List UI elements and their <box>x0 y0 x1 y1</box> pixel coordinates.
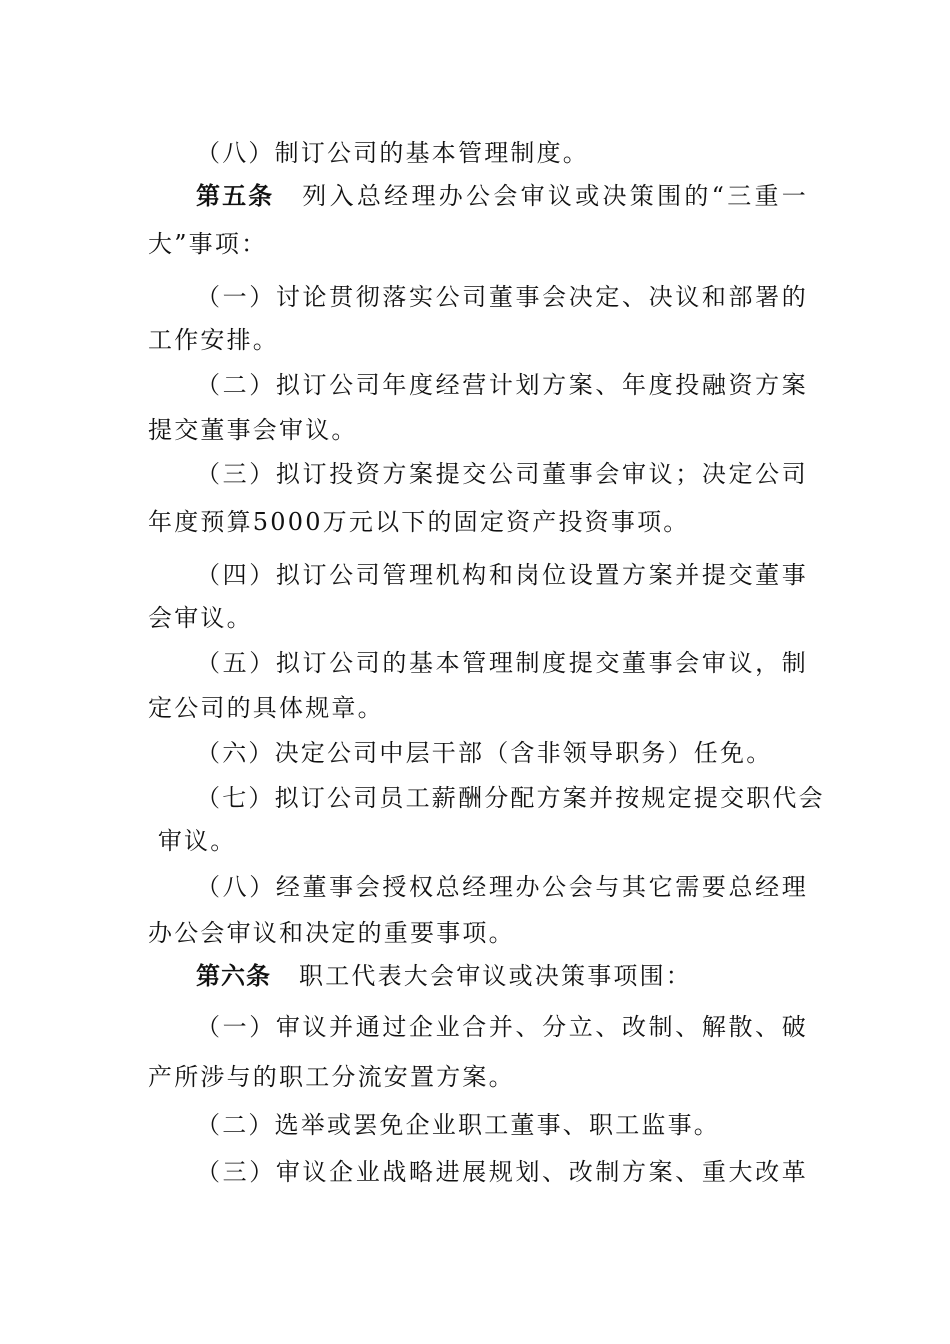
paragraph-line: （三）审议企业战略进展规划、改制方案、重大改革 <box>196 1158 808 1186</box>
paragraph-line: （四）拟订公司管理机构和岗位设置方案并提交董事 <box>196 561 808 589</box>
paragraph-line: （一）讨论贯彻落实公司董事会决定、决议和部署的 <box>196 283 808 311</box>
paragraph-line: （八）经董事会授权总经理办公会与其它需要总经理 <box>196 873 808 901</box>
paragraph-line: （五）拟订公司的基本管理制度提交董事会审议，制 <box>196 649 808 677</box>
paragraph-line: 定公司的具体规章。 <box>148 694 384 722</box>
paragraph-line: 大”事项： <box>148 230 268 258</box>
paragraph-line: 工作安排。 <box>148 326 279 354</box>
paragraph-line: （二）选举或罢免企业职工董事、职工监事。 <box>196 1111 720 1139</box>
paragraph-line: 办公会审议和决定的重要事项。 <box>148 919 515 947</box>
paragraph-line: （三）拟订投资方案提交公司董事会审议；决定公司 <box>196 460 808 488</box>
article-text: 职工代表大会审议或决策事项围： <box>299 962 692 990</box>
paragraph-line: 会审议。 <box>148 604 253 632</box>
article-heading-line <box>196 961 808 991</box>
article-label: 第六条 <box>196 961 271 990</box>
paragraph-line: 产所涉与的职工分流安置方案。 <box>148 1063 515 1091</box>
paragraph-line: 提交董事会审议。 <box>148 416 358 444</box>
paragraph-line: （二）拟订公司年度经营计划方案、年度投融资方案 <box>196 371 808 399</box>
paragraph-line: 年度预算5000万元以下的固定资产投资事项。 <box>148 508 690 536</box>
paragraph-line: （八）制订公司的基本管理制度。 <box>196 139 589 167</box>
paragraph-line: （一）审议并通过企业合并、分立、改制、解散、破 <box>196 1013 808 1041</box>
article-heading-line <box>196 181 808 211</box>
paragraph-line: （七）拟订公司员工薪酬分配方案并按规定提交职代会 <box>196 784 825 812</box>
paragraph-line: （六）决定公司中层干部（含非领导职务）任免。 <box>196 739 773 767</box>
article-text: 列入总经理办公会审议或决策围的“三重一 <box>302 182 808 210</box>
paragraph-line: 审议。 <box>148 827 237 855</box>
article-label: 第五条 <box>196 181 275 210</box>
